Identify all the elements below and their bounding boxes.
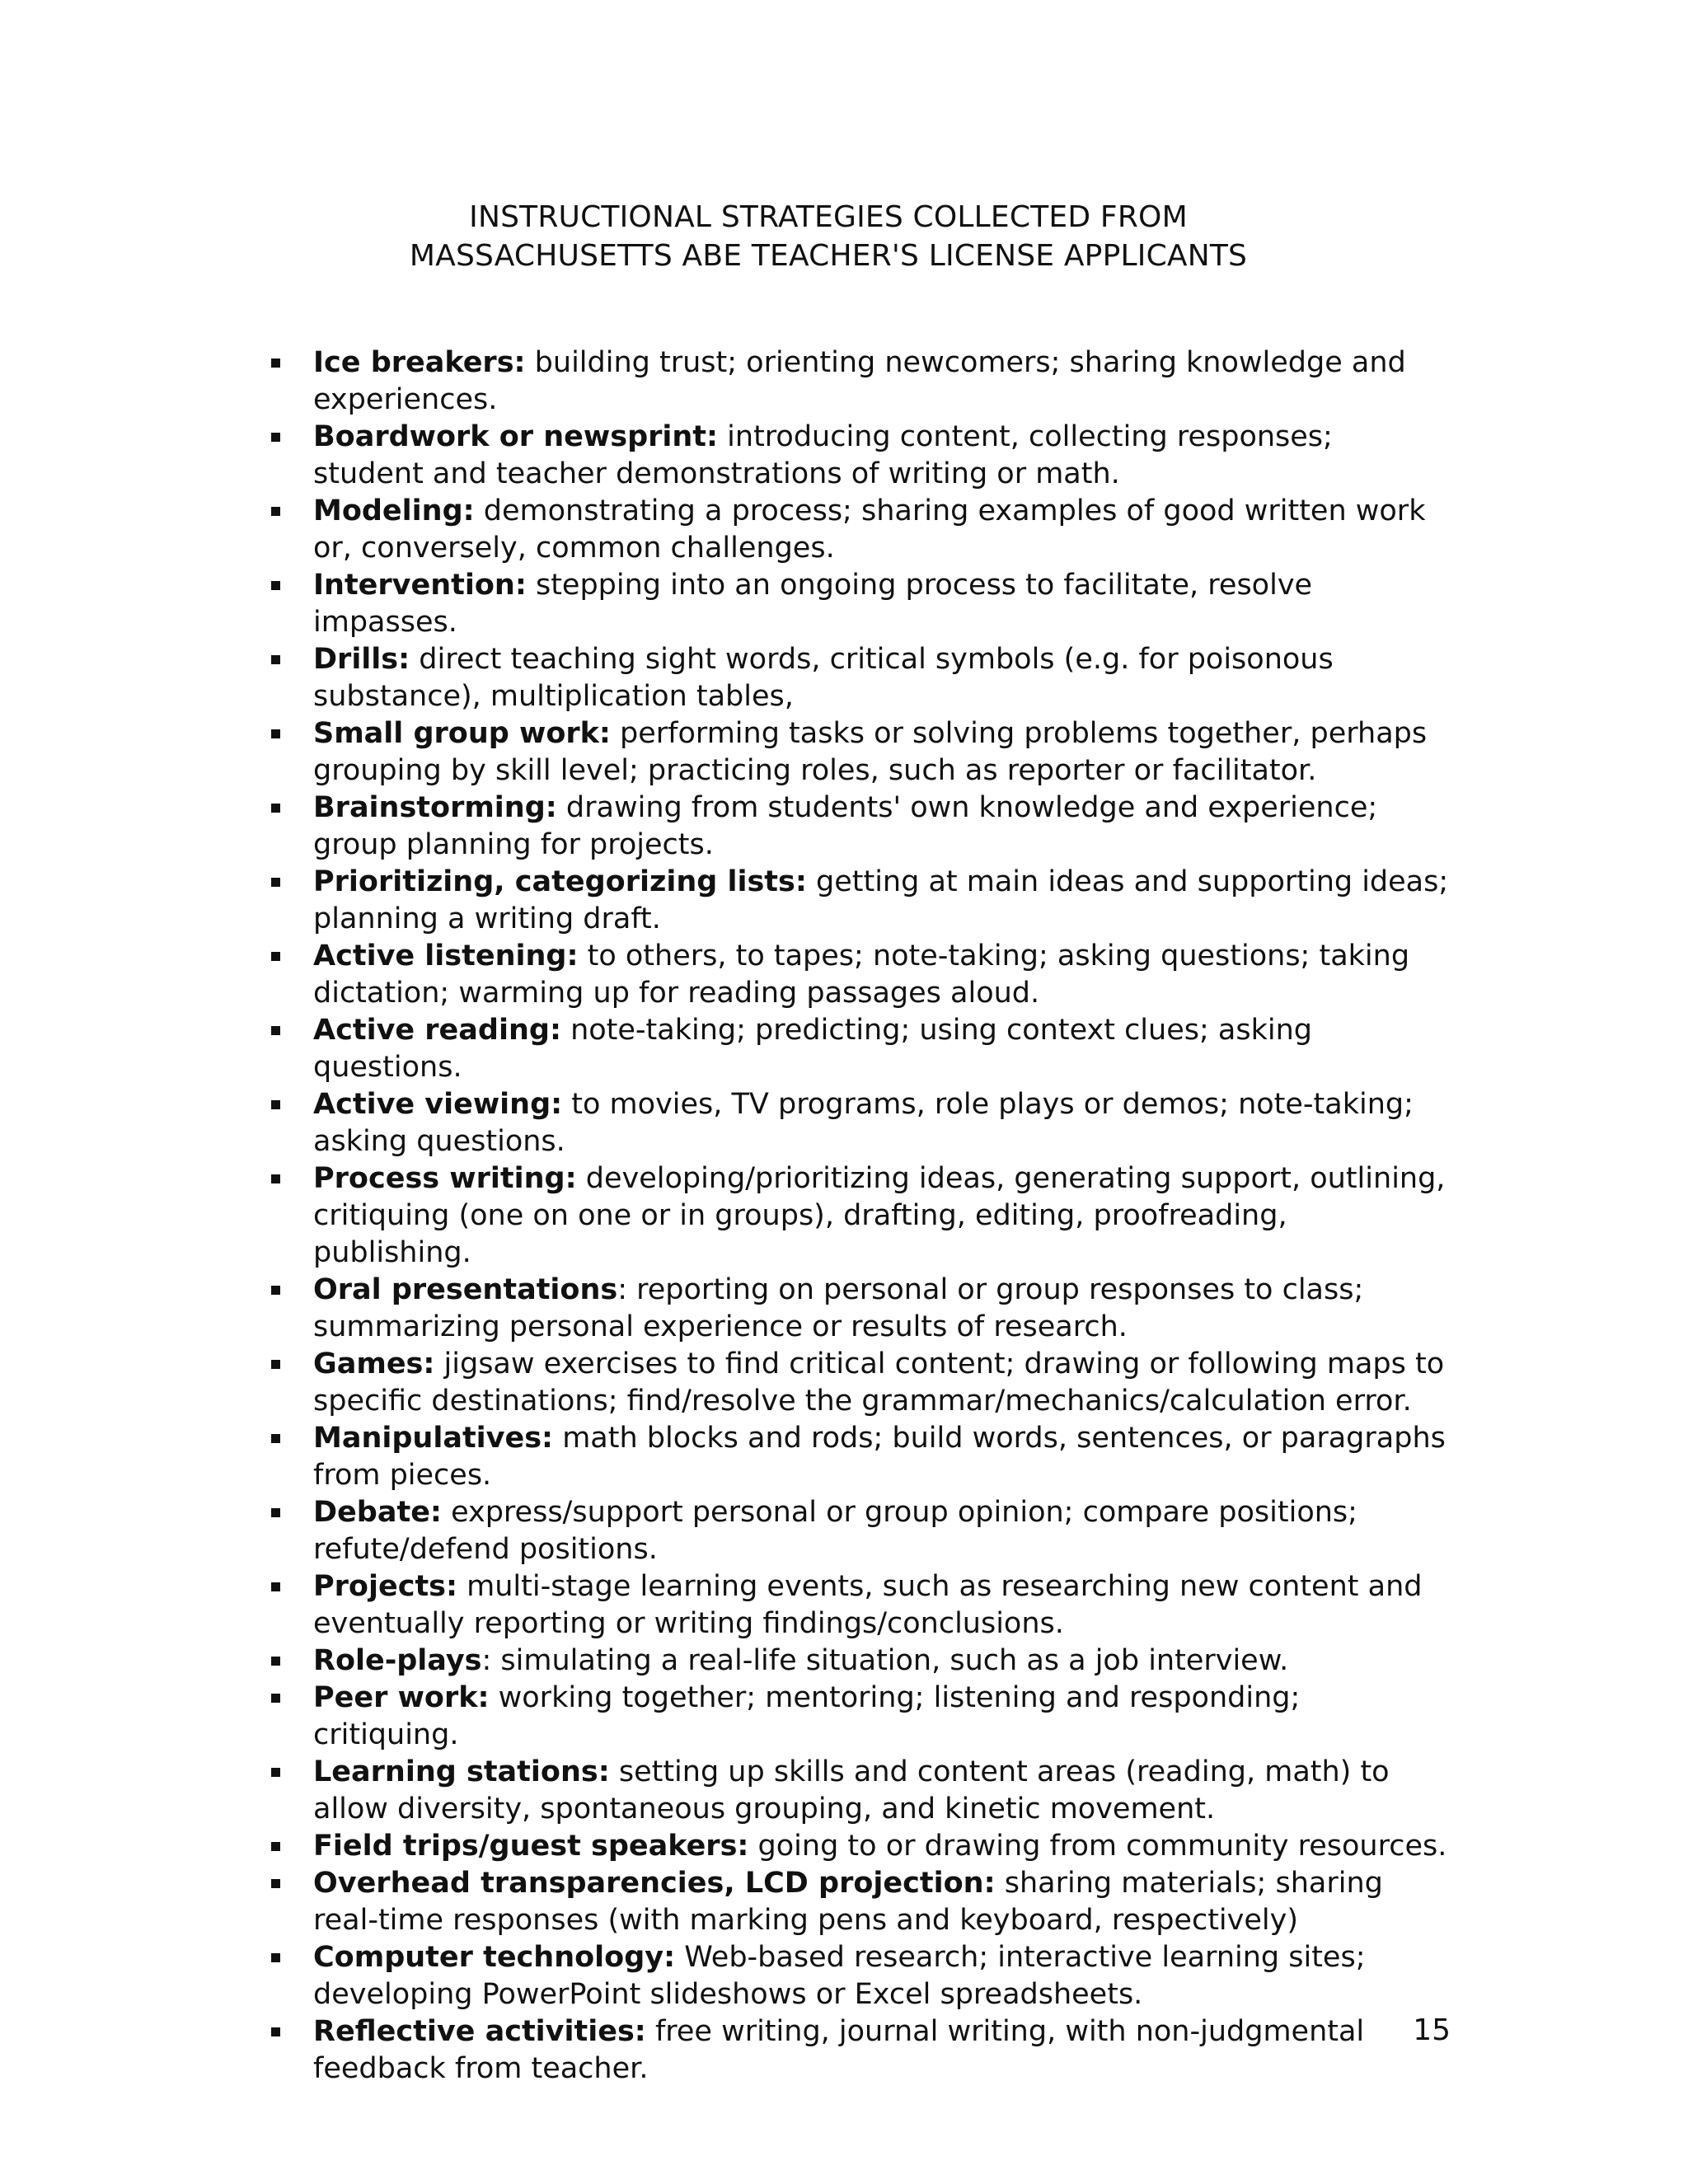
- strategy-term: Projects:: [313, 1570, 457, 1603]
- strategy-description: demonstrating a process; sharing examples of good written work or, conversely, common challenges.: [313, 494, 1426, 565]
- list-item: [0, 1420, 1451, 1494]
- square-bullet-icon: [271, 804, 280, 813]
- strategy-term: Oral presentations: [313, 1273, 618, 1306]
- list-item: [0, 1494, 1451, 1568]
- strategy-description: express/support personal or group opinion; compare positions; refute/defend positions.: [313, 1496, 1357, 1566]
- strategy-description: stepping into an ongoing process to facilitate, resolve impasses.: [313, 569, 1313, 639]
- strategy-description: : reporting on personal or group responses to class; summarizing personal experience or results of research.: [313, 1273, 1364, 1343]
- square-bullet-icon: [271, 729, 280, 738]
- strategy-description: developing/prioritizing ideas, generating support, outlining, critiquing (one on one or in groups), drafting, editing, proofreading, publishing.: [313, 1162, 1446, 1269]
- strategy-term: Peer work:: [313, 1681, 490, 1714]
- strategy-description: : simulating a real-life situation, such as a job interview.: [481, 1644, 1289, 1677]
- list-item: [0, 1346, 1451, 1420]
- list-item: [0, 344, 1451, 419]
- page-title: [272, 198, 1385, 275]
- square-bullet-icon: [271, 655, 280, 664]
- strategy-term: Debate:: [313, 1496, 442, 1529]
- list-item: [0, 1865, 1451, 1939]
- strategy-description: free writing, journal writing, with non-judgmental feedback from teacher.: [313, 2015, 1365, 2085]
- list-item: [0, 715, 1451, 790]
- strategy-term: Boardwork or newsprint:: [313, 420, 719, 453]
- list-item: [0, 790, 1451, 864]
- strategy-term: Modeling:: [313, 494, 475, 527]
- square-bullet-icon: [271, 433, 280, 442]
- strategy-description: getting at main ideas and supporting ideas; planning a writing draft.: [313, 865, 1449, 935]
- square-bullet-icon: [271, 1174, 280, 1183]
- list-item: [0, 938, 1451, 1012]
- square-bullet-icon: [271, 1286, 280, 1295]
- strategy-term: Games:: [313, 1347, 435, 1380]
- list-item: [0, 641, 1451, 715]
- strategy-description: sharing materials; sharing real-time responses (with marking pens and keyboard, respectively): [313, 1867, 1383, 1937]
- title-line-1: INSTRUCTIONAL STRATEGIES COLLECTED FROM: [469, 200, 1188, 234]
- strategy-description: going to or drawing from community resources.: [757, 1830, 1447, 1863]
- list-item: [0, 1680, 1451, 1754]
- list-item: [0, 1643, 1451, 1680]
- strategy-description: note-taking; predicting; using context clues; asking questions.: [313, 1014, 1312, 1084]
- square-bullet-icon: [271, 1694, 280, 1703]
- strategy-term: Prioritizing, categorizing lists:: [313, 865, 807, 898]
- strategy-term: Role-plays: [313, 1644, 482, 1677]
- strategy-description: multi-stage learning events, such as researching new content and eventually reporting or writing findings/conclusions.: [313, 1570, 1423, 1640]
- strategy-description: setting up skills and content areas (reading, math) to allow diversity, spontaneous grouping, and kinetic movement.: [313, 1755, 1390, 1825]
- strategy-term: Learning stations:: [313, 1755, 610, 1788]
- strategy-description: jigsaw exercises to find critical content; drawing or following maps to specific destinations; find/resolve the grammar/mechanics/calculation error.: [313, 1347, 1445, 1418]
- strategy-list: [0, 344, 1688, 2088]
- strategy-term: Intervention:: [313, 569, 527, 602]
- square-bullet-icon: [271, 1842, 280, 1851]
- list-item: [0, 1568, 1451, 1643]
- square-bullet-icon: [271, 1768, 280, 1777]
- square-bullet-icon: [271, 1026, 280, 1035]
- list-item: [0, 1939, 1451, 2013]
- square-bullet-icon: [271, 2027, 280, 2036]
- strategy-term: Reflective activities:: [313, 2015, 646, 2048]
- square-bullet-icon: [271, 1360, 280, 1369]
- square-bullet-icon: [271, 1508, 280, 1517]
- square-bullet-icon: [271, 1879, 280, 1888]
- strategy-term: Overhead transparencies, LCD projection:: [313, 1867, 996, 1900]
- strategy-term: Manipulatives:: [313, 1422, 554, 1455]
- strategy-description: drawing from students' own knowledge and experience; group planning for projects.: [313, 791, 1378, 861]
- strategy-term: Active viewing:: [313, 1088, 563, 1121]
- list-item: [0, 567, 1451, 641]
- list-item: [0, 1160, 1451, 1272]
- list-item: [0, 419, 1451, 493]
- strategy-term: Brainstorming:: [313, 791, 557, 824]
- list-item: [0, 2013, 1451, 2088]
- strategy-description: working together; mentoring; listening and responding; critiquing.: [313, 1681, 1301, 1751]
- list-item: [0, 1754, 1451, 1828]
- strategy-term: Computer technology:: [313, 1941, 676, 1974]
- list-item: [0, 493, 1451, 567]
- strategy-term: Process writing:: [313, 1162, 577, 1195]
- list-item: [0, 864, 1451, 938]
- square-bullet-icon: [271, 1434, 280, 1443]
- square-bullet-icon: [271, 1582, 280, 1591]
- strategy-description: direct teaching sight words, critical symbols (e.g. for poisonous substance), multiplication tables,: [313, 643, 1334, 713]
- strategy-term: Drills:: [313, 643, 410, 676]
- list-item: [0, 1086, 1451, 1160]
- square-bullet-icon: [271, 581, 280, 590]
- strategy-term: Field trips/guest speakers:: [313, 1830, 749, 1863]
- strategy-description: to movies, TV programs, role plays or demos; note-taking; asking questions.: [313, 1088, 1414, 1158]
- strategy-description: introducing content, collecting responses; student and teacher demonstrations of writing or math.: [313, 420, 1333, 490]
- square-bullet-icon: [271, 1657, 280, 1666]
- strategy-term: Small group work:: [313, 717, 611, 750]
- square-bullet-icon: [271, 878, 280, 887]
- strategy-term: Active reading:: [313, 1014, 561, 1047]
- strategy-description: to others, to tapes; note-taking; asking questions; taking dictation; warming up for reading passages aloud.: [313, 940, 1410, 1010]
- square-bullet-icon: [271, 359, 280, 368]
- strategy-description: performing tasks or solving problems together, perhaps grouping by skill level; practicing roles, such as reporter or facilitator.: [313, 717, 1428, 787]
- list-item: [0, 1828, 1451, 1865]
- square-bullet-icon: [271, 1953, 280, 1962]
- strategy-description: Web-based research; interactive learning sites; developing PowerPoint slideshows or Excel spreadsheets.: [313, 1941, 1366, 2011]
- strategy-description: building trust; orienting newcomers; sharing knowledge and experiences.: [313, 346, 1406, 416]
- strategy-description: math blocks and rods; build words, sentences, or paragraphs from pieces.: [313, 1422, 1446, 1492]
- square-bullet-icon: [271, 507, 280, 516]
- square-bullet-icon: [271, 1100, 280, 1109]
- list-item: [0, 1272, 1451, 1346]
- page-number: 15: [1413, 2013, 1451, 2047]
- title-line-2: MASSACHUSETTS ABE TEACHER'S LICENSE APPLICANTS: [409, 239, 1248, 273]
- list-item: [0, 1012, 1451, 1086]
- strategy-term: Active listening:: [313, 940, 579, 972]
- strategy-term: Ice breakers:: [313, 346, 526, 379]
- square-bullet-icon: [271, 952, 280, 961]
